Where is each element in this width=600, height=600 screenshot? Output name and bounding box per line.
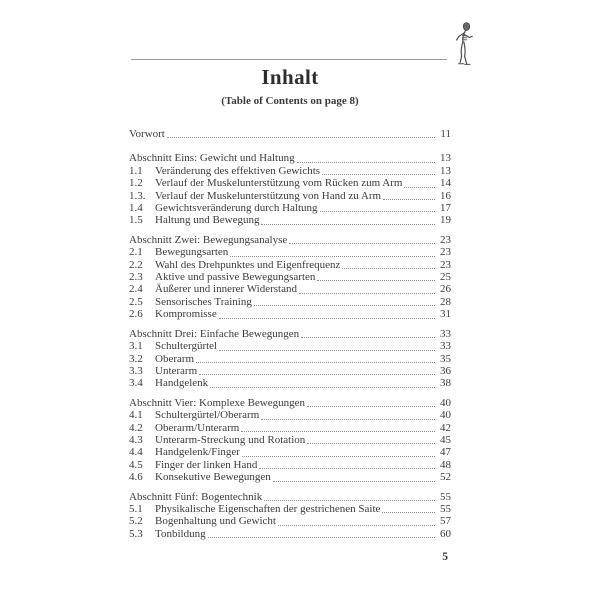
toc-entry-title: Tonbildung [155,527,206,540]
dot-leader [261,224,435,225]
toc-entry-number: 3.1 [129,340,143,353]
dot-leader [242,456,435,457]
dot-leader [322,174,435,175]
toc-page-number: 26 [440,283,451,296]
toc-entry-row [129,259,451,271]
toc-entry-title: Konsekutive Bewegungen [155,471,271,484]
toc-page-number: 55 [440,502,451,515]
dot-leader [382,512,435,513]
toc-page-number: 47 [440,446,451,459]
toc-entry-row [129,296,451,308]
dot-leader [289,243,435,244]
toc-page-number: 57 [440,515,451,528]
dot-leader [167,137,435,138]
page-title: Inhalt [261,65,319,89]
dot-leader [299,293,435,294]
toc-page-number: 31 [440,308,451,321]
toc-page-number: 38 [440,377,451,390]
toc-entry-number: 1.3. [129,189,146,202]
toc-section [129,234,451,321]
toc-entry-number: 1.4 [129,202,143,215]
toc-entry-number: 2.2 [129,258,143,271]
toc-section-header-row [129,234,451,246]
dot-leader [264,500,435,501]
toc-section [129,152,451,226]
toc-section [129,397,451,484]
toc-entry-row [129,471,451,483]
toc-page-number: 17 [440,202,451,215]
dot-leader [210,387,435,388]
toc-entry-number: 4.3 [129,433,143,446]
toc-entry-number: 3.3 [129,364,143,377]
toc-section [129,128,451,140]
toc-entry-row [129,202,451,214]
toc-page-number: 14 [440,177,451,190]
toc-entry-row [129,353,451,365]
dot-leader [208,537,435,538]
toc-page-number: 13 [440,152,451,165]
toc-entry-number: 4.5 [129,458,143,471]
toc-entry-title: Haltung und Bewegung [155,214,260,227]
toc-entry-title: Verlauf der Muskelunterstützung vom Rücken zum Arm [155,177,403,190]
toc-section-title: Abschnitt Eins: Gewicht und Haltung [129,152,295,165]
toc-entry-row [129,528,451,540]
dot-leader [241,431,435,432]
toc-section-title: Abschnitt Vier: Komplexe Bewegungen [129,396,306,409]
toc-page-number: 40 [440,396,451,409]
toc-entry-number: 2.4 [129,283,143,296]
toc-entry-row [129,165,451,177]
toc-entry-row [129,409,451,421]
toc-page-number: 23 [440,233,451,246]
toc-entry-title: Unterarm [155,364,198,377]
dot-leader [317,280,435,281]
toc-entry-title: Unterarm-Streckung und Rotation [155,433,306,446]
toc-section-title: Vorwort [129,128,165,140]
toc-page-number: 16 [440,189,451,202]
toc-section [129,491,451,541]
dot-leader [259,468,435,469]
toc-entry-title: Schultergürtel [155,340,218,353]
toc-section-header-row [129,328,451,340]
toc-page-number: 33 [440,327,451,340]
toc-entry-title: Gewichtsveränderung durch Haltung [155,202,318,215]
toc-entry-number: 5.3 [129,527,143,540]
toc-entry-row [129,459,451,471]
toc [129,128,451,540]
toc-entry-title: Oberarm [155,352,195,365]
toc-section-header-row [129,491,451,503]
dot-leader [301,337,435,338]
toc-section-title: Abschnitt Zwei: Bewegungsanalyse [129,233,288,246]
toc-entry-row [129,340,451,352]
dot-leader [261,419,435,420]
toc-entry-title: Veränderung des effektiven Gewichts [155,164,321,177]
header-rule [131,59,447,60]
toc-entry-row [129,377,451,389]
toc-entry-title: Wahl des Drehpunktes und Eigenfrequenz [155,258,341,271]
dot-leader [254,305,435,306]
toc-entry-number: 2.3 [129,271,143,284]
toc-page-number: 48 [440,458,451,471]
toc-entry-row [129,434,451,446]
toc-entry-number: 4.2 [129,421,143,434]
toc-entry-title: Sensorisches Training [155,295,252,308]
toc-entry-number: 1.1 [129,164,143,177]
toc-entry-title: Oberarm/Unterarm [155,421,240,434]
skeleton-etching-image [448,21,478,68]
dot-leader [199,374,435,375]
toc-section-header-row [129,128,451,140]
toc-entry-number: 3.4 [129,377,143,390]
dot-leader [307,443,435,444]
toc-entry-row [129,246,451,258]
toc-entry-number: 5.1 [129,502,143,515]
toc-page-number: 45 [440,433,451,446]
toc-entry-row [129,308,451,320]
toc-entry-row [129,365,451,377]
toc-section [129,328,451,390]
toc-page-number: 11 [440,128,451,140]
toc-entry-title: Handgelenk/Finger [155,446,240,459]
dot-leader [219,318,435,319]
dot-leader [383,199,435,200]
toc-page-number: 40 [440,409,451,422]
dot-leader [278,525,435,526]
toc-page-number: 23 [440,246,451,259]
toc-entry-row [129,214,451,226]
toc-entry-number: 1.5 [129,214,143,227]
toc-page-number: 13 [440,164,451,177]
toc-entry-number: 2.1 [129,246,143,259]
toc-entry-title: Bogenhaltung und Gewicht [155,515,276,528]
toc-entry-row [129,177,451,189]
dot-leader [342,268,435,269]
toc-section-title: Abschnitt Drei: Einfache Bewegungen [129,327,300,340]
toc-entry-title: Kompromisse [155,308,217,321]
toc-entry-title: Bewegungsarten [155,246,229,259]
toc-page-number: 42 [440,421,451,434]
toc-page-number: 36 [440,364,451,377]
toc-entry-title: Finger der linken Hand [155,458,258,471]
toc-entry-number: 4.6 [129,471,143,484]
toc-page-number: 19 [440,214,451,227]
toc-page-number: 23 [440,258,451,271]
toc-entry-row [129,446,451,458]
dot-leader [273,481,435,482]
toc-entry-title: Handgelenk [155,377,209,390]
toc-entry-title: Verlauf der Muskelunterstützung von Hand zu Arm [155,189,382,202]
dot-leader [307,406,435,407]
toc-page-number: 52 [440,471,451,484]
toc-entry-title: Äußerer und innerer Widerstand [155,283,297,296]
toc-entry-number: 1.2 [129,177,143,190]
page-subtitle: (Table of Contents on page 8) [221,95,359,107]
toc-entry-row [129,422,451,434]
toc-entry-row [129,503,451,515]
dot-leader [196,362,435,363]
toc-entry-title: Aktive und passive Bewegungsarten [155,271,316,284]
toc-entry-title: Physikalische Eigenschaften der gestrichenen Saite [155,502,381,515]
toc-page-number: 33 [440,340,451,353]
toc-entry-row [129,515,451,527]
toc-entry-number: 4.4 [129,446,143,459]
toc-entry-number: 4.1 [129,409,143,422]
toc-page-number: 35 [440,352,451,365]
footer-page-number: 5 [442,551,448,563]
dot-leader [219,350,435,351]
toc-entry-number: 5.2 [129,515,143,528]
toc-page-number: 28 [440,295,451,308]
toc-entry-number: 3.2 [129,352,143,365]
toc-entry-row [129,283,451,295]
dot-leader [230,256,435,257]
toc-entry-row [129,190,451,202]
dot-leader [404,187,435,188]
dot-leader [297,162,435,163]
toc-entry-title: Schultergürtel/Oberarm [155,409,260,422]
toc-page-number: 25 [440,271,451,284]
toc-section-title: Abschnitt Fünf: Bogentechnik [129,490,263,503]
toc-entry-number: 2.6 [129,308,143,321]
toc-section-header-row [129,152,451,164]
toc-page-number: 60 [440,527,451,540]
dot-leader [320,211,435,212]
toc-entry-row [129,271,451,283]
toc-entry-number: 2.5 [129,295,143,308]
toc-section-header-row [129,397,451,409]
toc-page-number: 55 [440,490,451,503]
